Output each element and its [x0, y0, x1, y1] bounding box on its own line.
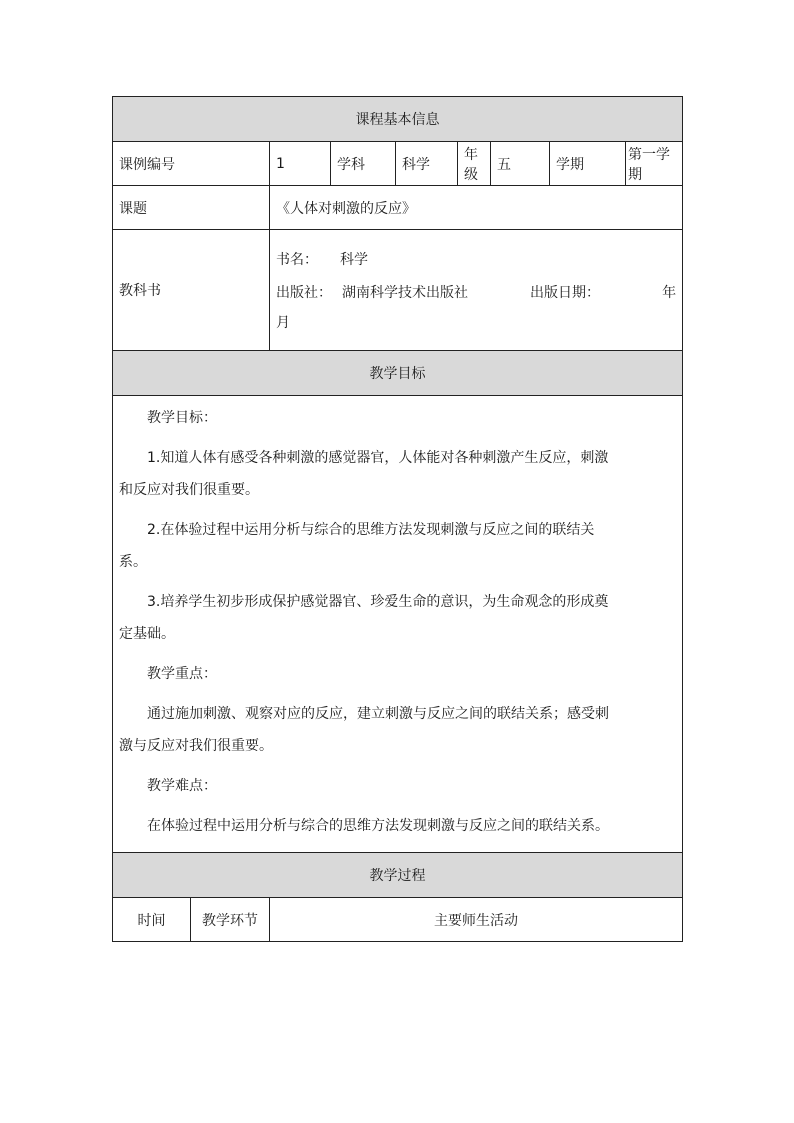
pub-month-label: 月 — [276, 315, 290, 331]
semester-label: 学期 — [550, 142, 626, 186]
book-name-value: 科学 — [340, 252, 368, 268]
case-no-value: 1 — [270, 142, 331, 186]
goal-1-line-1: 1.知道人体有感受各种刺激的感觉器官，人体能对各种刺激产生反应，刺激 — [147, 450, 609, 466]
case-no-label: 课例编号 — [113, 142, 270, 186]
goal-2-line-1: 2.在体验过程中运用分析与综合的思维方法发现刺激与反应之间的联结关 — [147, 522, 595, 538]
pub-year-label: 年 — [662, 285, 677, 301]
difficulty-heading: 教学难点： — [147, 778, 217, 794]
subject-value: 科学 — [396, 142, 458, 186]
lesson-plan — [112, 96, 682, 942]
publisher-label: 出版社： — [276, 285, 332, 301]
publisher-line — [276, 277, 676, 309]
key-line-2: 激与反应对我们很重要。 — [119, 738, 273, 754]
goal-3-line-2: 定基础。 — [119, 626, 175, 642]
textbook-details — [270, 230, 683, 351]
objectives-header: 教学目标 — [113, 351, 683, 396]
publisher-value: 湖南科学技术出版社 — [342, 285, 468, 301]
textbook-label: 教科书 — [113, 230, 270, 351]
goals-heading: 教学目标： — [147, 410, 217, 426]
subject-label: 学科 — [331, 142, 396, 186]
book-name-label: 书名： — [276, 252, 318, 268]
goal-3-line-1: 3.培养学生初步形成保护感觉器官、珍爱生命的意识，为生命观念的形成奠 — [147, 594, 609, 610]
goal-2-line-2: 系。 — [119, 554, 147, 570]
difficulty-line: 在体验过程中运用分析与综合的思维方法发现刺激与反应之间的联结关系。 — [147, 818, 609, 834]
grade-label: 年级 — [458, 142, 491, 186]
basic-info-header: 课程基本信息 — [113, 97, 683, 142]
topic-value: 《人体对刺激的反应》 — [270, 186, 683, 230]
lesson-plan-table — [112, 96, 683, 942]
col-activity-header: 主要师生活动 — [270, 898, 683, 942]
topic-label: 课题 — [113, 186, 270, 230]
semester-value: 第一学期 — [626, 142, 683, 186]
goal-1-line-2: 和反应对我们很重要。 — [119, 482, 259, 498]
objectives-content — [113, 396, 683, 853]
key-line-1: 通过施加刺激、观察对应的反应，建立刺激与反应之间的联结关系；感受刺 — [147, 706, 609, 722]
pub-date-label: 出版日期： — [530, 285, 601, 301]
process-header: 教学过程 — [113, 853, 683, 898]
grade-value: 五 — [491, 142, 550, 186]
col-time-header: 时间 — [113, 898, 191, 942]
col-stage-header: 教学环节 — [191, 898, 270, 942]
book-name-line — [276, 243, 676, 277]
key-heading: 教学重点： — [147, 666, 217, 682]
